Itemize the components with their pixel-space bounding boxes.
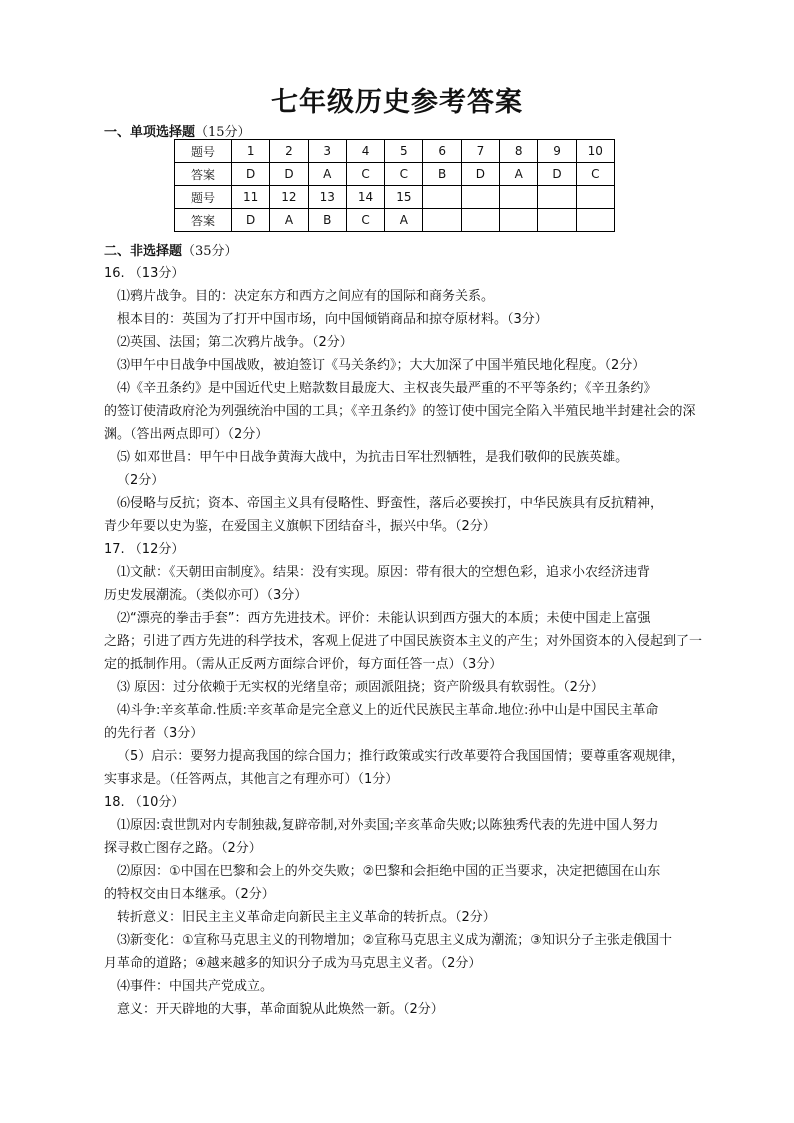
answer-line: 的先行者（3分） [104, 726, 204, 741]
question-number: 17. （12分） [104, 542, 185, 557]
answer-cell: C [576, 163, 614, 186]
table-row [175, 186, 615, 209]
answer-line: 青少年要以史为鉴，在爱国主义旗帜下团结奋斗，振兴中华。（2分） [104, 519, 496, 534]
answer-line: ⑷事件：中国共产党成立。 [117, 979, 274, 994]
answer-cell: 5 [385, 140, 423, 163]
answer-cell: 6 [423, 140, 461, 163]
answer-line: 根本目的：英国为了打开中国市场，向中国倾销商品和掠夺原材料。（3分） [117, 312, 548, 327]
answer-cell [500, 186, 538, 209]
answer-cell: 9 [538, 140, 576, 163]
answer-line: 渊。（答出两点即可）（2分） [104, 427, 269, 442]
answer-cell: 1 [232, 140, 270, 163]
answer-line: ⑸ 如邓世昌：甲午中日战争黄海大战中，为抗击日军壮烈牺牲，是我们敬仰的民族英雄。 [117, 450, 629, 465]
table-row [175, 209, 615, 232]
answer-cell: 4 [346, 140, 384, 163]
answer-cell [538, 186, 576, 209]
answer-body [104, 262, 726, 1021]
answer-cell [500, 209, 538, 232]
answer-cell [538, 209, 576, 232]
table-row [175, 163, 615, 186]
answer-cell: A [500, 163, 538, 186]
answer-line: ⑴原因:袁世凯对内专制独裁,复辟帝制,对外卖国;辛亥革命失败;以陈独秀代表的先进中国人努力 [117, 818, 659, 833]
answer-line: 的特权交由日本继承。（2分） [104, 887, 275, 902]
answer-cell: D [232, 209, 270, 232]
table-row [175, 140, 615, 163]
answer-cell: 15 [385, 186, 423, 209]
section-heading-choice [104, 121, 251, 140]
answer-line: （2分） [117, 473, 165, 488]
answer-cell: B [308, 209, 346, 232]
answer-cell: 3 [308, 140, 346, 163]
answer-cell: A [270, 209, 308, 232]
answer-cell: D [232, 163, 270, 186]
answer-cell: C [346, 163, 384, 186]
answer-line: 月革命的道路；④越来越多的知识分子成为马克思主义者。（2分） [104, 956, 482, 971]
answer-line: ⑹侵略与反抗；资本、帝国主义具有侵略性、野蛮性，落后必要挨打，中华民族具有反抗精神， [117, 496, 664, 511]
section-score: （15分） [195, 125, 251, 140]
answer-cell: 8 [500, 140, 538, 163]
page-title: 七年级历史参考答案 [271, 87, 523, 118]
answer-cell: 10 [576, 140, 614, 163]
answer-cell: 7 [461, 140, 499, 163]
answer-cell [576, 209, 614, 232]
section-score: （35分） [182, 244, 238, 259]
answer-line: 历史发展潮流。（类似亦可）（3分） [104, 588, 308, 603]
answer-cell: 12 [270, 186, 308, 209]
answer-line: 意义：开天辟地的大事，革命面貌从此焕然一新。（2分） [117, 1002, 444, 1017]
section-label: 一、单项选择题 [104, 125, 196, 140]
answer-cell [423, 209, 461, 232]
answer-cell: A [385, 209, 423, 232]
question-number: 18. （10分） [104, 795, 185, 810]
answer-cell [423, 186, 461, 209]
answer-cell: 2 [270, 140, 308, 163]
answer-cell: A [308, 163, 346, 186]
answer-line: ⑵英国、法国；第二次鸦片战争。（2分） [117, 335, 353, 350]
answer-cell: 11 [232, 186, 270, 209]
answer-line: ⑵原因：①中国在巴黎和会上的外交失败；②巴黎和会拒绝中国的正当要求，决定把德国在山东 [117, 864, 661, 879]
answer-line: ⑷《辛丑条约》是中国近代史上赔款数目最庞大、主权丧失最严重的不平等条约；《辛丑条约》 [117, 381, 657, 396]
answer-cell [461, 209, 499, 232]
row-header-cell: 答案 [175, 209, 232, 232]
answer-line: 的签订使清政府沦为列强统治中国的工具；《辛丑条约》的签订使中国完全陷入半殖民地半封建社会的深 [104, 404, 696, 419]
answer-line: ⑶新变化：①宣称马克思主义的刊物增加；②宣称马克思主义成为潮流；③知识分子主张走俄国十 [117, 933, 672, 948]
row-header-cell: 答案 [175, 163, 232, 186]
answer-table [174, 139, 615, 232]
answer-cell: 13 [308, 186, 346, 209]
answer-line: ⑴鸦片战争。目的：决定东方和西方之间应有的国际和商务关系。 [117, 289, 495, 304]
answer-cell: B [423, 163, 461, 186]
answer-line: ⑵“漂亮的拳击手套”：西方先进技术。评价：未能认识到西方强大的本质；未使中国走上富强 [117, 611, 651, 626]
answer-line: （5）启示：要努力提高我国的综合国力；推行政策或实行改革要符合我国国情；要尊重客观规律， [117, 749, 685, 764]
row-header-cell: 题号 [175, 186, 232, 209]
answer-line: 实事求是。（任答两点，其他言之有理亦可）（1分） [104, 772, 399, 787]
answer-line: ⑶甲午中日战争中国战败，被迫签订《马关条约》；大大加深了中国半殖民地化程度。（2分） [117, 358, 646, 373]
answer-cell: C [346, 209, 384, 232]
answer-line: 探寻救亡图存之路。（2分） [104, 841, 262, 856]
answer-line: 之路；引进了西方先进的科学技术，客观上促进了中国民族资本主义的产生；对外国资本的入侵起到了一 [104, 634, 703, 649]
answer-line: ⑷斗争:辛亥革命.性质:辛亥革命是完全意义上的近代民族民主革命.地位:孙中山是中国民主革命 [117, 703, 659, 718]
answer-cell [461, 186, 499, 209]
section-label: 二、非选择题 [104, 244, 183, 259]
answer-line: ⑶ 原因：过分依赖于无实权的光绪皇帝；顽固派阻挠；资产阶级具有软弱性。（2分） [117, 680, 604, 695]
answer-cell: D [270, 163, 308, 186]
answer-line: ⑴文献：《天朝田亩制度》。结果：没有实现。原因：带有很大的空想色彩，追求小农经济违背 [117, 565, 651, 580]
answer-cell: C [385, 163, 423, 186]
answer-cell: D [538, 163, 576, 186]
question-number: 16. （13分） [104, 266, 185, 281]
answer-cell: 14 [346, 186, 384, 209]
row-header-cell: 题号 [175, 140, 232, 163]
section-heading-nonchoice [104, 240, 238, 259]
answer-cell [576, 186, 614, 209]
answer-cell: D [461, 163, 499, 186]
answer-line: 转折意义：旧民主主义革命走向新民主主义革命的转折点。（2分） [117, 910, 496, 925]
answer-line: 定的抵制作用。（需从正反两方面综合评价，每方面任答一点）（3分） [104, 657, 503, 672]
